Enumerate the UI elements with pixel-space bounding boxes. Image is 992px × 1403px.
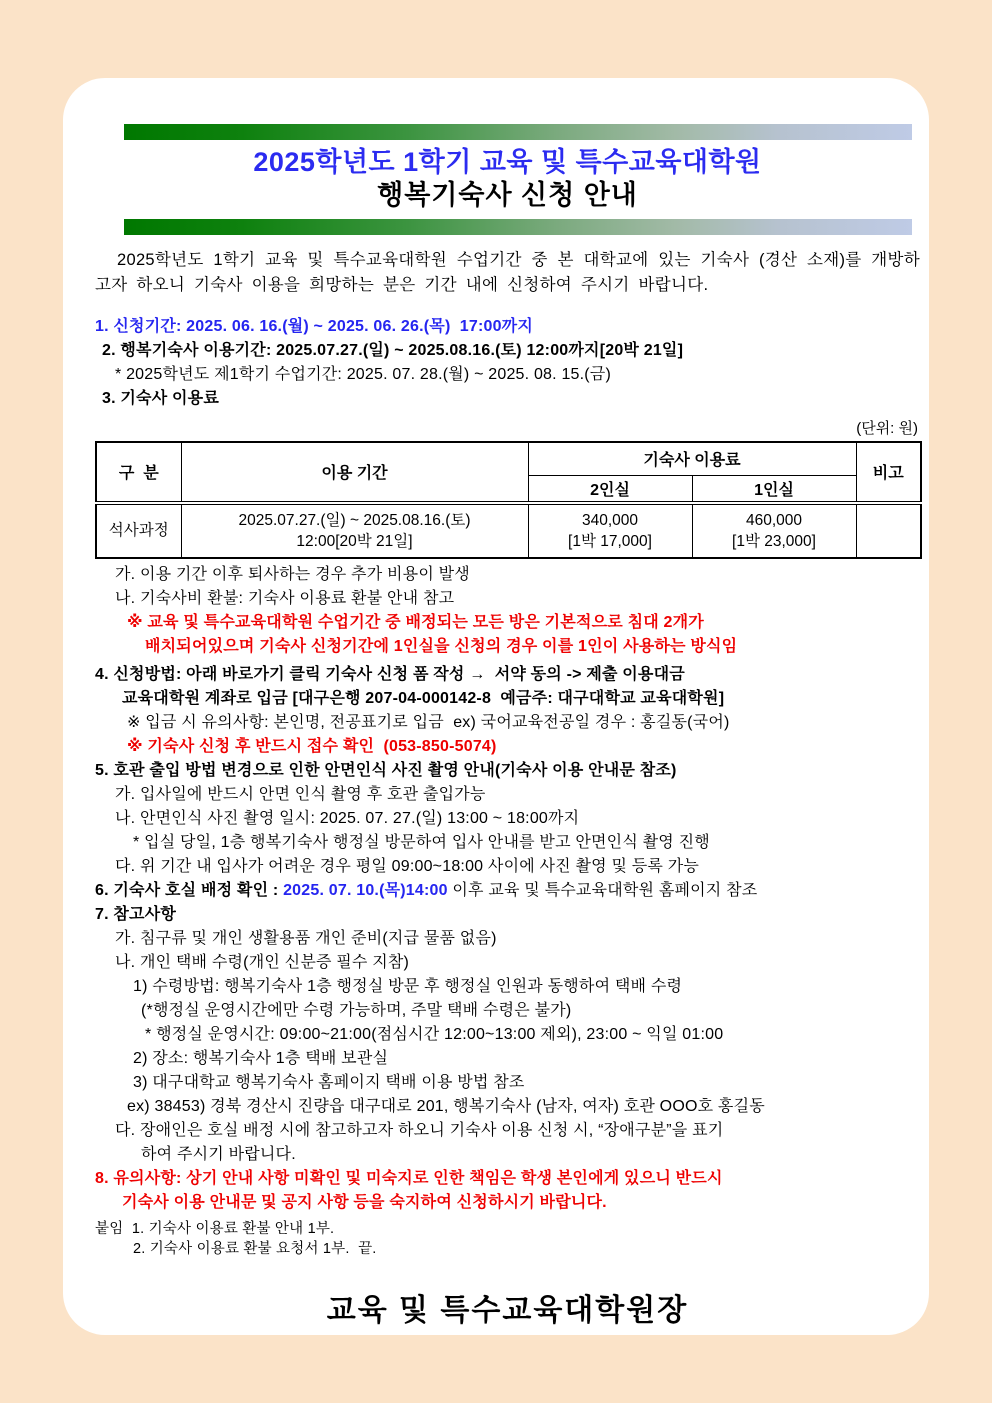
item5-face-title: 5. 호관 출입 방법 변경으로 인한 안면인식 사진 촬영 안내(기숙사 이용 안내문 참조) bbox=[95, 761, 677, 779]
item2-semester-note: * 2025학년도 제1학기 수업기간: 2025. 07. 28.(월) ~ 2025. 08. 15.(금) bbox=[115, 365, 611, 383]
fee-cell-single-line1: 460,000 bbox=[745, 511, 803, 529]
fee-cell-single-line2: [1박 23,000] bbox=[732, 532, 816, 550]
item2-usage-period: 2. 행복기숙사 이용기간: 2025.07.27.(일) ~ 2025.08.16.(토) 12:00까지[20박 21일] bbox=[102, 341, 684, 359]
notice-content bbox=[63, 78, 929, 1329]
item6-suffix: 이후 교육 및 특수교육대학원 홈페이지 참조 bbox=[447, 881, 758, 899]
table-unit-note: (단위: 원) bbox=[856, 419, 918, 437]
item4-confirm-note: ※ 기숙사 신청 후 반드시 접수 확인 (053-850-5074) bbox=[127, 737, 497, 755]
item3-fee-heading: 3. 기숙사 이용료 bbox=[102, 389, 219, 407]
fee-cell-period-line2: 12:00[20박 21일] bbox=[296, 532, 413, 550]
fee-cell-double-line2: [1박 17,000] bbox=[568, 532, 652, 550]
item7-na: 나. 개인 택배 수령(개인 신분증 필수 지참) bbox=[115, 953, 410, 971]
item7-n1: 1) 수령방법: 행복기숙사 1층 행정실 방문 후 행정실 인원과 동행하여 택배 수령 bbox=[133, 977, 683, 995]
item6-date: 2025. 07. 10.(목)14:00 bbox=[283, 881, 448, 899]
table-note-na: 나. 기숙사비 환불: 기숙사 이용료 환불 안내 참고 bbox=[115, 589, 455, 607]
table-note-ga: 가. 이용 기간 이후 퇴사하는 경우 추가 비용이 발생 bbox=[115, 565, 470, 583]
fee-cell-period bbox=[181, 503, 528, 558]
item1-application-period: 1. 신청기간: 2025. 06. 16.(월) ~ 2025. 06. 26.(목) 17:00까지 bbox=[95, 317, 533, 335]
fee-table-header-category: 구 분 bbox=[96, 442, 181, 503]
item5-na-note: * 입실 당일, 1층 행복기숙사 행정실 방문하여 입사 안내를 받고 안면인식 촬영 진행 bbox=[133, 833, 710, 851]
fee-table-header-period: 이용 기간 bbox=[181, 442, 528, 503]
item7-ga: 가. 침구류 및 개인 생활용품 개인 준비(지급 물품 없음) bbox=[115, 929, 497, 947]
fee-cell-category: 석사과정 bbox=[96, 503, 181, 558]
fee-table-row bbox=[96, 503, 921, 558]
item7-da-line1: 다. 장애인은 호실 배정 시에 참고하고자 하오니 기숙사 이용 신청 시, “장애구분”을 표기 bbox=[115, 1121, 724, 1139]
title-top-bar bbox=[124, 124, 912, 140]
fee-table-header-remark: 비고 bbox=[856, 442, 921, 503]
fee-table-header-double-room: 2인실 bbox=[528, 475, 692, 503]
notice-card bbox=[63, 78, 929, 1335]
fee-cell-double-line1: 340,000 bbox=[581, 511, 639, 529]
table-warning-line2: 배치되어있으며 기숙사 신청기간에 1인실을 신청의 경우 이를 1인이 사용하는 방식임 bbox=[145, 637, 738, 655]
table-warning-line1: ※ 교육 및 특수교육대학원 수업기간 중 배정되는 모든 방은 기본적으로 침대 2개가 bbox=[127, 613, 704, 631]
attachment-line2: 2. 기숙사 이용료 환불 요청서 1부. 끝. bbox=[133, 1240, 377, 1257]
fee-cell-period-line1: 2025.07.27.(일) ~ 2025.08.16.(토) bbox=[238, 511, 471, 529]
fee-table-header-fee-group: 기숙사 이용료 bbox=[528, 442, 856, 476]
item7-n3: 3) 대구대학교 행복기숙사 홈페이지 택배 이용 방법 참조 bbox=[133, 1073, 525, 1091]
item7-da-line2: 하여 주시기 바랍니다. bbox=[141, 1145, 296, 1163]
item8-caution-line2: 기숙사 이용 안내문 및 공지 사항 등을 숙지하여 신청하시기 바랍니다. bbox=[122, 1193, 607, 1211]
signature-dean: 교육 및 특수교육대학원장 bbox=[326, 1293, 689, 1327]
fee-table-header-single-room: 1인실 bbox=[692, 475, 856, 503]
attachment-line1: 붙임 1. 기숙사 이용료 환불 안내 1부. bbox=[95, 1220, 335, 1237]
item4-method-line1: 4. 신청방법: 아래 바로가기 클릭 기숙사 신청 폼 작성 → 서약 동의 -> 제출 이용대금 bbox=[95, 665, 685, 683]
item6-prefix: 6. 기숙사 호실 배정 확인 : bbox=[95, 881, 284, 899]
title-bottom-bar bbox=[124, 219, 912, 235]
item7-n2: 2) 장소: 행복기숙사 1층 택배 보관실 bbox=[133, 1049, 389, 1067]
intro-paragraph: 2025학년도 1학기 교육 및 특수교육대학원 수업기간 중 본 대학교에 있는 기숙사 (경산 소재)를 개방하고자 하오니 기숙사 이용을 희망하는 분은 기간 내에 신청하여 주시기 바랍니다. bbox=[95, 251, 920, 294]
item4-method-line2: 교육대학원 계좌로 입금 [대구은행 207-04-000142-8 예금주: 대구대학교 교육대학원] bbox=[122, 689, 725, 707]
item8-caution-line1: 8. 유의사항: 상기 안내 사항 미확인 및 미숙지로 인한 책임은 학생 본인에게 있으니 반드시 bbox=[95, 1169, 723, 1187]
item7-ex: ex) 38453) 경북 경산시 진량읍 대구대로 201, 행복기숙사 (남자, 여자) 호관 OOO호 홍길동 bbox=[127, 1097, 765, 1115]
item5-da: 다. 위 기간 내 입사가 어려운 경우 평일 09:00~18:00 사이에 사진 촬영 및 등록 가능 bbox=[115, 857, 700, 875]
item7-n1-note1: (*행정실 운영시간에만 수령 가능하며, 주말 택배 수령은 불가) bbox=[141, 1001, 572, 1019]
fee-cell-double bbox=[528, 503, 692, 558]
item4-deposit-note: ※ 입금 시 유의사항: 본인명, 전공표기로 입금 ex) 국어교육전공일 경우 : 홍길동(국어) bbox=[127, 713, 730, 731]
fee-cell-single bbox=[692, 503, 856, 558]
item5-na: 나. 안면인식 사진 촬영 일시: 2025. 07. 27.(일) 13:00 ~ 18:00까지 bbox=[115, 809, 580, 827]
notice-title-line1: 2025학년도 1학기 교육 및 특수교육대학원 bbox=[253, 147, 762, 177]
item6-room-assignment bbox=[95, 879, 920, 903]
item5-ga: 가. 입사일에 반드시 안면 인식 촬영 후 호관 출입가능 bbox=[115, 785, 486, 803]
item7-reference-title: 7. 참고사항 bbox=[95, 905, 177, 923]
fee-table bbox=[95, 441, 922, 559]
item7-n1-note2: * 행정실 운영시간: 09:00~21:00(점심시간 12:00~13:00 제외), 23:00 ~ 익일 01:00 bbox=[145, 1025, 724, 1043]
notice-title-line2: 행복기숙사 신청 안내 bbox=[377, 180, 638, 210]
fee-cell-remark bbox=[856, 503, 921, 558]
